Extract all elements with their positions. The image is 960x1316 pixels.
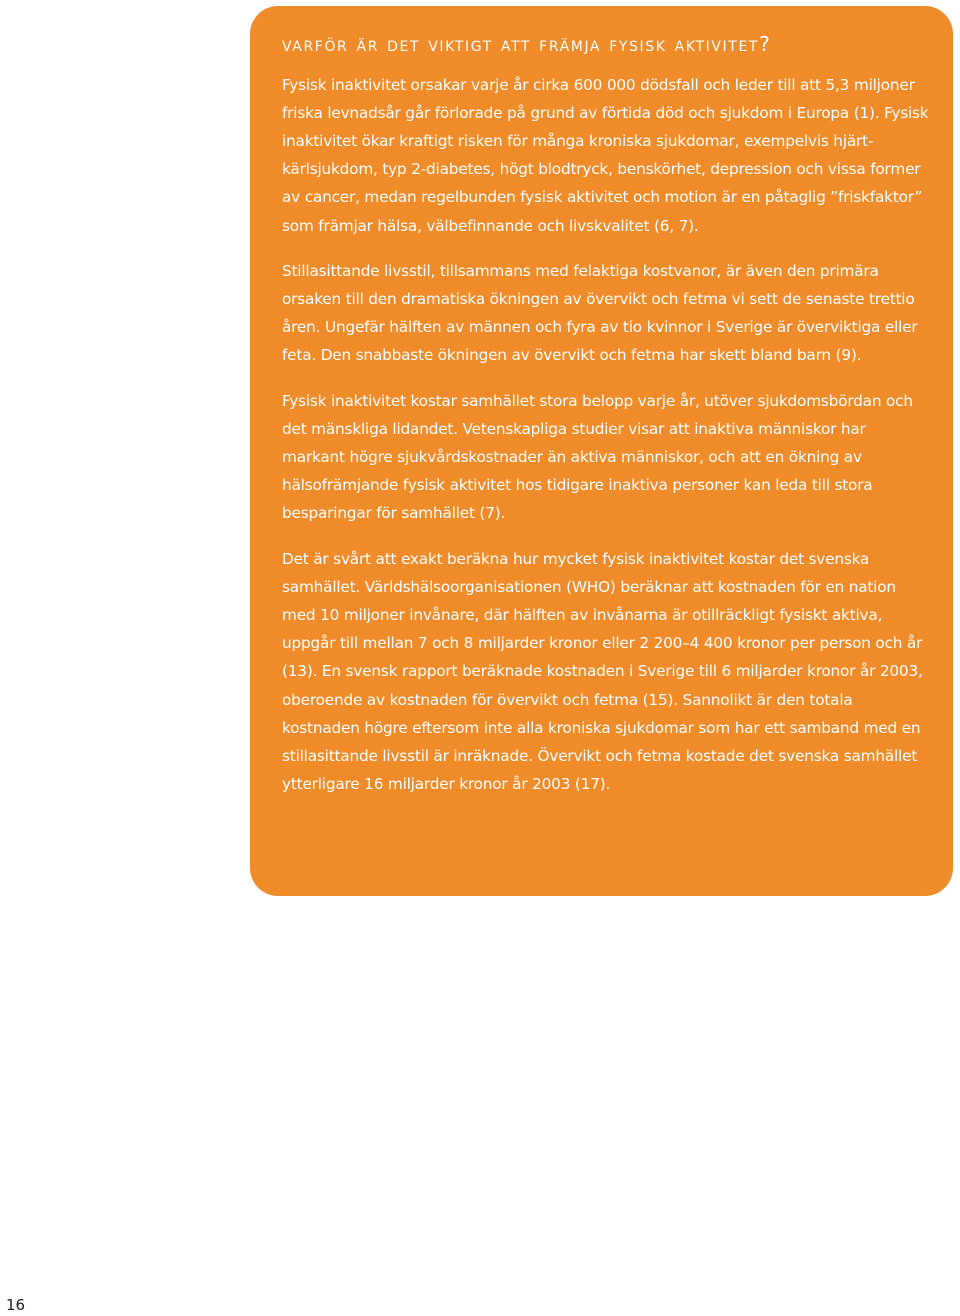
paragraph: Stillasittande livsstil, tillsammans med felaktiga kostvanor, är även den primära orsaken till den dramatiska ökningen av övervikt och fetma vi sett de senaste trettio åren. Ungefär hälften av männen och fyra av tio kvinnor i Sverige är överviktiga eller feta. Den snabbaste ökningen av övervikt och fetma har skett bland barn (9).: [282, 261, 918, 365]
paragraph: Det är svårt att exakt beräkna hur mycket fysisk inaktivitet kostar det svenska samhället. Världshälsoorganisationen (WHO) beräknar att kostnaden för en nation med 10 miljoner invånare, där hälften av invånarna är otillräckligt fysiskt aktiva, uppgår till mellan 7 och 8 miljarder kronor eller 2 200–4 400 kronor per person och år (13). En svensk rapport beräknade kostnaden i Sverige till 6 miljarder kronor år 2003, oberoende av kostnaden för övervikt och fetma (15). Sannolikt är den totala kostnaden högre eftersom inte alla kroniska sjukdomar som har ett samband med en stillasittande livsstil är inräknade. Övervikt och fetma kostade det svenska samhället ytterligare 16 miljarder kronor år 2003 (17).: [282, 549, 923, 794]
info-panel: [250, 6, 953, 896]
page-number: 16: [6, 1296, 26, 1314]
paragraph: Fysisk inaktivitet orsakar varje år cirka 600 000 dödsfall och leder till att 5,3 miljoner friska levnadsår går förlorade på grund av förtida död och sjukdom i Europa (1). Fysisk inaktivitet ökar kraftigt risken för många kroniska sjukdomar, exempelvis hjärt-kärlsjukdom, typ 2-diabetes, högt blodtryck, benskörhet, depression och vissa former av cancer, medan regelbunden fysisk aktivitet och motion är en påtaglig ”friskfaktor” som främjar hälsa, välbefinnande och livskvalitet (6, 7).: [282, 75, 929, 235]
panel-heading: varför är det viktigt att främja fysisk aktivitet?: [282, 32, 772, 56]
paragraph: Fysisk inaktivitet kostar samhället stora belopp varje år, utöver sjukdomsbördan och det mänskliga lidandet. Vetenskapliga studier visar att inaktiva människor har markant högre sjukvårdskostnader än aktiva människor, och att en ökning av hälsofrämjande fysisk aktivitet hos tidigare inaktiva personer kan leda till stora besparingar för samhället (7).: [282, 391, 913, 523]
